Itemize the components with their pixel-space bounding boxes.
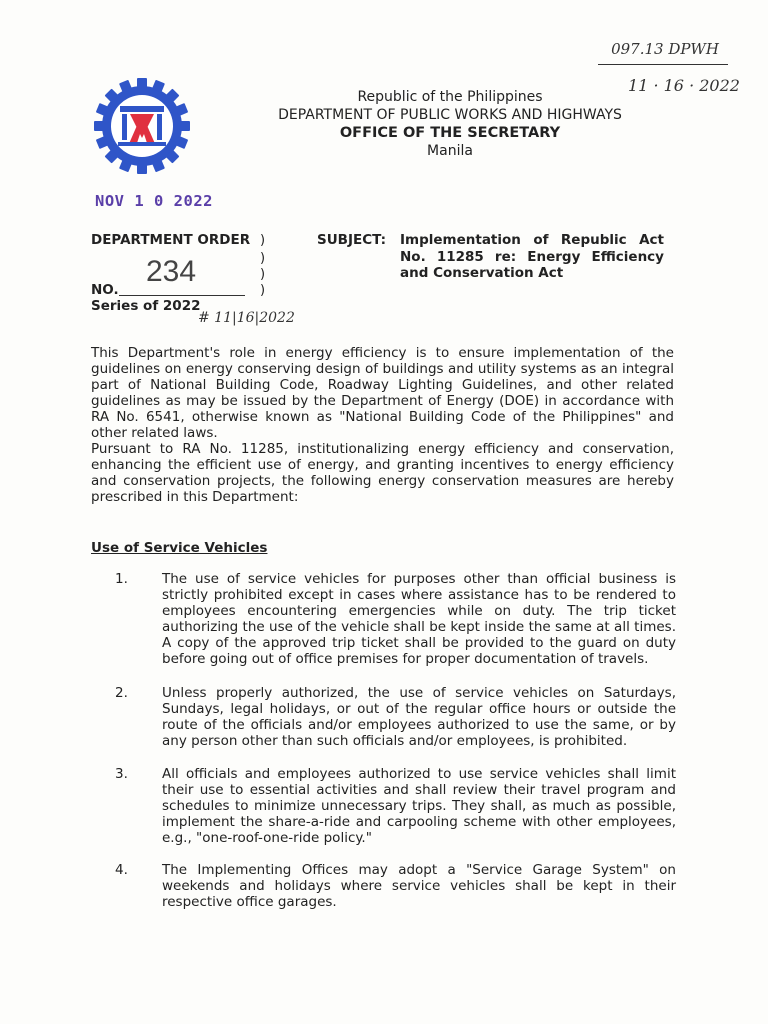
list-item-number: 1. — [115, 571, 128, 587]
body-paragraph: This Department's role in energy efficiency is to ensure implementation of the guidelines on energy conserving design of buildings and utility systems as an integral part of National Building Code, Roadway Lighting Guidelines, and other related guidelines as may be issued by the Department of Energy (DOE) in accordance with RA No. 6541, otherwise known as "National Building Code of the Philippines" and other related laws. — [91, 345, 674, 441]
list-item-number: 3. — [115, 766, 128, 782]
handwritten-order-number: 234 — [146, 255, 197, 288]
handwritten-reference-number: 097.13 DPWH — [611, 40, 719, 58]
bracket: ) — [260, 283, 266, 298]
header-republic: Republic of the Philippines — [357, 89, 543, 105]
list-item-text: All officials and employees authorized to use service vehicles shall limit their use to essential activities and shall review their travel program and schedules to minimize unnecessary trips. They shall, as much as possible, implement the share-a-ride and carpooling scheme with other employees, e.g., "one-roof-one-ride policy." — [162, 766, 676, 846]
reference-underline — [598, 64, 728, 65]
series-label: Series of 2022 — [91, 298, 201, 314]
header-department: DEPARTMENT OF PUBLIC WORKS AND HIGHWAYS — [278, 107, 622, 123]
handwritten-reference-date: 11 · 16 · 2022 — [628, 76, 740, 95]
dpwh-seal-icon — [92, 76, 192, 176]
section-title: Use of Service Vehicles — [91, 540, 268, 556]
list-item-text: Unless properly authorized, the use of service vehicles on Saturdays, Sundays, legal holidays, or out of the regular office hours or outside the route of the officials and/or employees authorized to use the same, or by any person other than such officials and/or employees, is prohibited. — [162, 685, 676, 749]
subject-label: SUBJECT: — [317, 232, 386, 248]
header-city: Manila — [427, 143, 473, 159]
bracket: ) — [260, 233, 266, 248]
department-order-label: DEPARTMENT ORDER — [91, 232, 251, 248]
list-item-number: 4. — [115, 862, 128, 878]
order-number-label: NO. — [91, 282, 119, 298]
list-item-text: The use of service vehicles for purposes other than official business is strictly prohibited except in cases where assistance has to be rendered to employees encountering emergencies while on duty. The trip ticket authorizing the use of the vehicle shall be kept inside the same at all times. A copy of the approved trip ticket shall be provided to the guard on duty before going out of office premises for proper documentation of travels. — [162, 571, 676, 667]
date-stamp: NOV 1 0 2022 — [95, 192, 213, 210]
subject-text: Implementation of Republic Act No. 11285 re: Energy Efficiency and Conservation Act — [400, 232, 664, 281]
list-item-text: The Implementing Offices may adopt a "Service Garage System" on weekends and holidays where service vehicles shall be kept in their respective office garages. — [162, 862, 676, 910]
header-office: OFFICE OF THE SECRETARY — [339, 125, 561, 141]
body-paragraph: Pursuant to RA No. 11285, institutionalizing energy efficiency and conservation, enhancing the efficient use of energy, and granting incentives to energy efficiency and conservation projects, the following energy conservation measures are hereby prescribed in this Department: — [91, 441, 674, 505]
bracket: ) — [260, 251, 266, 266]
list-item-number: 2. — [115, 685, 128, 701]
order-number-underline — [119, 295, 245, 296]
bracket: ) — [260, 267, 266, 282]
handwritten-series-annotation: # 11|16|2022 — [198, 310, 295, 326]
